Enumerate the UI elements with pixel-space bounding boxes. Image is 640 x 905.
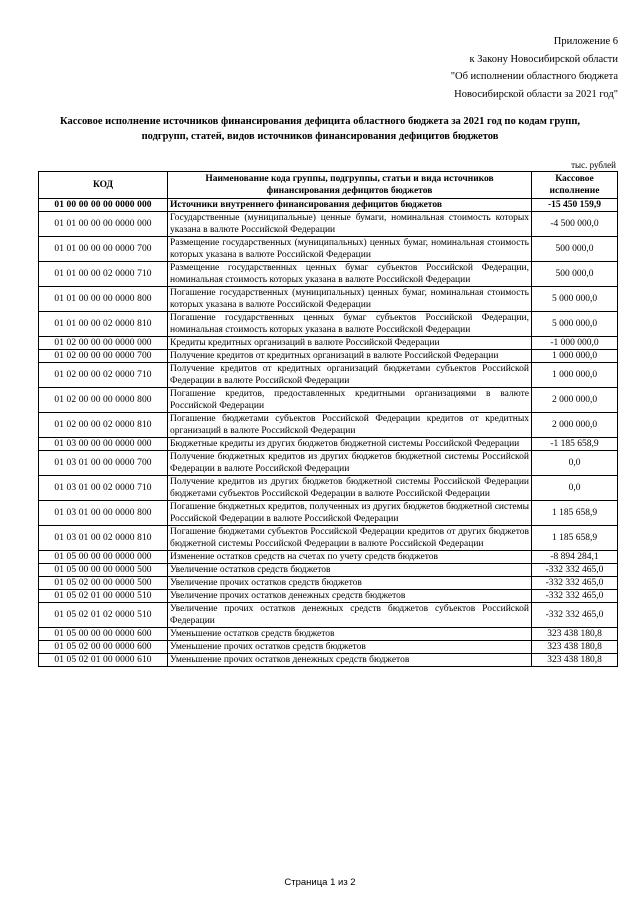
cell-name: Уменьшение прочих остатков денежных средств бюджетов [168, 654, 532, 667]
financing-table [38, 171, 618, 667]
cell-name: Погашение государственных ценных бумаг субъектов Российской Федерации, номинальная стоимость которых указана в валюте Российской Федерации [168, 312, 532, 337]
table-row [39, 577, 618, 590]
table-row [39, 237, 618, 262]
header-code: КОД [39, 172, 168, 199]
table-row [39, 501, 618, 526]
cell-code: 01 02 00 00 02 0000 710 [39, 363, 168, 388]
cell-value: -1 000 000,0 [532, 337, 618, 350]
table-row [39, 590, 618, 603]
cell-code: 01 01 00 00 02 0000 710 [39, 262, 168, 287]
cell-value: 500 000,0 [532, 262, 618, 287]
table-row [39, 312, 618, 337]
cell-code: 01 03 01 00 00 0000 800 [39, 501, 168, 526]
cell-name: Увеличение прочих остатков денежных средств бюджетов субъектов Российской Федерации [168, 603, 532, 628]
cell-name: Погашение бюджетами субъектов Российской Федерации кредитов от кредитных организаций в валюте Российской Федерации [168, 413, 532, 438]
cell-value: 0,0 [532, 451, 618, 476]
cell-value: 1 185 658,9 [532, 501, 618, 526]
cell-name: Получение кредитов из других бюджетов бюджетной системы Российской Федерации бюджетами субъектов Российской Федерации в валюте Российской Федерации [168, 476, 532, 501]
table-row [39, 350, 618, 363]
cell-code: 01 03 01 00 02 0000 710 [39, 476, 168, 501]
appendix-line: Приложение 6 [553, 36, 618, 47]
table-row [39, 641, 618, 654]
table-row [39, 551, 618, 564]
cell-name: Размещение государственных ценных бумаг субъектов Российской Федерации, номинальная стоимость которых указана в валюте Российской Федерации [168, 262, 532, 287]
cell-name: Погашение бюджетами субъектов Российской Федерации кредитов от других бюджетов бюджетной системы Российской Федерации в валюте Российской Федерации [168, 526, 532, 551]
table-row [39, 526, 618, 551]
table-row [39, 476, 618, 501]
cell-name: Уменьшение прочих остатков средств бюджетов [168, 641, 532, 654]
appendix-line: "Об исполнении областного бюджета [450, 71, 618, 82]
cell-value: -4 500 000,0 [532, 212, 618, 237]
cell-value: -332 332 465,0 [532, 603, 618, 628]
document-title [20, 114, 620, 144]
cell-code: 01 05 00 00 00 0000 500 [39, 564, 168, 577]
cell-value: 1 000 000,0 [532, 363, 618, 388]
table-row [39, 212, 618, 237]
table-row [39, 262, 618, 287]
appendix-header [451, 33, 618, 103]
table-row [39, 603, 618, 628]
cell-name: Получение кредитов от кредитных организаций в валюте Российской Федерации [168, 350, 532, 363]
cell-name: Увеличение остатков средств бюджетов [168, 564, 532, 577]
cell-code: 01 05 02 00 00 0000 500 [39, 577, 168, 590]
table-row [39, 388, 618, 413]
header-value: Кассовое исполнение [532, 172, 618, 199]
table-row [39, 337, 618, 350]
cell-name: Размещение государственных (муниципальных) ценных бумаг, номинальная стоимость которых указана в валюте Российской Федерации [168, 237, 532, 262]
cell-code: 01 05 00 00 00 0000 000 [39, 551, 168, 564]
table-row [39, 287, 618, 312]
cell-value: 2 000 000,0 [532, 388, 618, 413]
cell-name: Увеличение прочих остатков денежных средств бюджетов [168, 590, 532, 603]
cell-code: 01 01 00 00 00 0000 000 [39, 212, 168, 237]
cell-name: Бюджетные кредиты из других бюджетов бюджетной системы Российской Федерации [168, 438, 532, 451]
cell-name: Изменение остатков средств на счетах по учету средств бюджетов [168, 551, 532, 564]
table-row [39, 628, 618, 641]
table-row [39, 564, 618, 577]
cell-code: 01 01 00 00 00 0000 700 [39, 237, 168, 262]
cell-value: -8 894 284,1 [532, 551, 618, 564]
appendix-line: к Закону Новосибирской области [469, 53, 618, 65]
cell-code: 01 01 00 00 02 0000 810 [39, 312, 168, 337]
cell-code: 01 05 02 01 02 0000 510 [39, 603, 168, 628]
cell-code: 01 05 00 00 00 0000 600 [39, 628, 168, 641]
cell-value: 323 438 180,8 [532, 628, 618, 641]
cell-code: 01 02 00 00 00 0000 800 [39, 388, 168, 413]
cell-value: 5 000 000,0 [532, 312, 618, 337]
cell-value: 0,0 [532, 476, 618, 501]
cell-name: Погашение государственных (муниципальных) ценных бумаг, номинальная стоимость которых указана в валюте Российской Федерации [168, 287, 532, 312]
cell-code: 01 05 02 01 00 0000 510 [39, 590, 168, 603]
table-row [39, 363, 618, 388]
page-footer: Страница 1 из 2 [284, 877, 356, 888]
cell-code: 01 01 00 00 00 0000 800 [39, 287, 168, 312]
cell-name: Государственные (муниципальные) ценные бумаги, номинальная стоимость которых указана в валюте Российской Федерации [168, 212, 532, 237]
cell-code: 01 03 01 00 00 0000 700 [39, 451, 168, 476]
cell-value: 5 000 000,0 [532, 287, 618, 312]
cell-name: Погашение кредитов, предоставленных кредитными организациями в валюте Российской Федерации [168, 388, 532, 413]
table-row [39, 413, 618, 438]
cell-value: -1 185 658,9 [532, 438, 618, 451]
cell-name: Погашение бюджетных кредитов, полученных из других бюджетов бюджетной системы Российской Федерации в валюте Российской Федерации [168, 501, 532, 526]
cell-value: 1 185 658,9 [532, 526, 618, 551]
cell-value: 323 438 180,8 [532, 654, 618, 667]
appendix-line: Новосибирской области за 2021 год" [454, 88, 618, 100]
cell-value: 1 000 000,0 [532, 350, 618, 363]
cell-code: 01 00 00 00 00 0000 000 [39, 199, 168, 212]
cell-code: 01 02 00 00 00 0000 000 [39, 337, 168, 350]
table-body [39, 199, 618, 667]
cell-value: 500 000,0 [532, 237, 618, 262]
cell-code: 01 02 00 00 00 0000 700 [39, 350, 168, 363]
table-row [39, 199, 618, 212]
cell-name: Кредиты кредитных организаций в валюте Российской Федерации [168, 337, 532, 350]
cell-code: 01 05 02 01 00 0000 610 [39, 654, 168, 667]
cell-value: -332 332 465,0 [532, 577, 618, 590]
cell-name: Увеличение прочих остатков средств бюджетов [168, 577, 532, 590]
header-name: Наименование кода группы, подгруппы, статьи и вида источников финансирования дефицитов бюджетов [168, 172, 532, 199]
title-line: подгрупп, статей, видов источников финансирования дефицитов бюджетов [141, 131, 499, 142]
cell-value: 323 438 180,8 [532, 641, 618, 654]
table-row [39, 438, 618, 451]
cell-code: 01 02 00 00 02 0000 810 [39, 413, 168, 438]
cell-value: -15 450 159,9 [532, 199, 618, 212]
title-line: Кассовое исполнение источников финансирования дефицита областного бюджета за 2021 год по кодам групп, [60, 116, 580, 127]
units-label: тыс. рублей [571, 160, 616, 170]
cell-name: Получение кредитов от кредитных организаций бюджетами субъектов Российской Федерации в валюте Российской Федерации [168, 363, 532, 388]
cell-value: -332 332 465,0 [532, 564, 618, 577]
cell-code: 01 03 00 00 00 0000 000 [39, 438, 168, 451]
table-header-row [39, 172, 618, 199]
cell-name: Уменьшение остатков средств бюджетов [168, 628, 532, 641]
table-row [39, 451, 618, 476]
cell-code: 01 03 01 00 02 0000 810 [39, 526, 168, 551]
cell-value: 2 000 000,0 [532, 413, 618, 438]
cell-name: Получение бюджетных кредитов из других бюджетов бюджетной системы Российской Федерации в валюте Российской Федерации [168, 451, 532, 476]
table-row [39, 654, 618, 667]
cell-name: Источники внутреннего финансирования дефицитов бюджетов [168, 199, 532, 212]
cell-value: -332 332 465,0 [532, 590, 618, 603]
cell-code: 01 05 02 00 00 0000 600 [39, 641, 168, 654]
